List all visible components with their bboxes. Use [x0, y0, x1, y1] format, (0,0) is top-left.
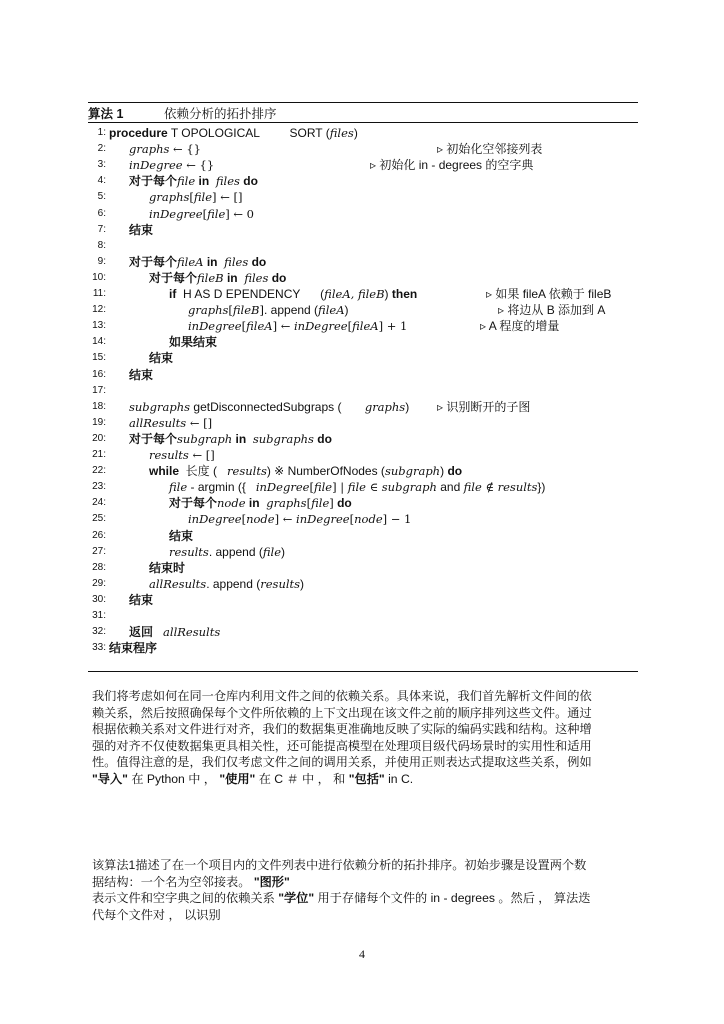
line-code: while 长度 ( results) ※ NumberOfNodes (subgraph) do: [149, 464, 463, 479]
paragraph-line: 据结构：一个名为空邻接表。 "图形": [92, 874, 290, 889]
line-code: subgraphs getDisconnectedSubgraps ( graphs): [129, 399, 410, 414]
line-comment: ▹ 如果 fileA 依赖于 fileB: [486, 287, 612, 301]
line-number: 28:: [92, 561, 106, 573]
paragraph-line: 我们将考虑如何在同一仓库内利用文件之间的依赖关系。具体来说，我们首先解析文件间的依: [92, 689, 592, 703]
line-code: 结束: [129, 367, 154, 382]
line-number: 13:: [92, 320, 106, 332]
algorithm-label: 算法 1: [88, 107, 124, 121]
line-number: 26:: [92, 529, 106, 541]
algorithm-line: [88, 592, 638, 608]
algorithm-line: [88, 528, 638, 544]
line-number: 22:: [92, 465, 106, 477]
line-code: 对于每个subgraph in subgraphs do: [129, 431, 332, 446]
paragraph-line: 强的对齐不仅使数据集更具相关性，还可能提高模型在处理项目级代码场景时的实用性和适用: [92, 738, 592, 753]
page-number: 4: [359, 947, 365, 961]
line-code: 返回 allResults: [129, 625, 221, 640]
line-code: graphs[fileB]. append (fileA): [188, 303, 349, 318]
line-code: inDegree[file] ← 0: [149, 206, 254, 221]
line-code: file - argmin ({ inDegree[file] | file ∈ subgraph and file ∉ results}): [169, 480, 546, 495]
line-number: 27:: [92, 545, 106, 557]
line-number: 24:: [92, 497, 106, 509]
line-number: 6:: [97, 207, 106, 219]
line-number: 32:: [92, 626, 106, 638]
line-number: 3:: [97, 159, 106, 171]
line-code: if H AS D EPENDENCY (fileA, fileB) then: [169, 287, 418, 301]
paragraph-line: 性。值得注意的是，我们仅考虑文件之间的调用关系，并使用正则表达式提取这些关系，例如: [92, 755, 592, 770]
algorithm-line: [88, 624, 638, 640]
line-number: 16:: [92, 368, 106, 380]
algorithm-line: [88, 334, 638, 350]
line-number: 20:: [92, 432, 106, 444]
algorithm-line: [88, 286, 638, 302]
paragraph-line: 表示文件和空字典之间的依赖关系 "学位" 用于存储每个文件的 in - degrees 。然后 ， 算法迭: [92, 891, 591, 906]
line-number: 9:: [97, 255, 106, 267]
line-code: 结束时: [149, 560, 186, 575]
algorithm-line: [88, 254, 638, 270]
line-number: 18:: [92, 400, 106, 412]
line-comment: ▹ 初始化空邻接列表: [437, 142, 543, 157]
algorithm-line: [88, 576, 638, 592]
line-number: 10:: [92, 271, 106, 283]
line-code: 如果结束: [169, 335, 218, 350]
line-code: results ← []: [149, 448, 215, 462]
paragraph-line: 赖关系，然后按照确保每个文件所依赖的上下文出现在该文件之前的顺序排列这些文件。通过: [92, 705, 592, 720]
line-number: 2:: [97, 143, 106, 155]
line-number: 4:: [97, 175, 106, 187]
line-number: 25:: [92, 513, 106, 525]
paragraph-line: 该算法1描述了在一个项目内的文件列表中进行依赖分析的拓扑排序。初始步骤是设置两个数: [92, 858, 587, 872]
algorithm-line: [88, 431, 638, 447]
line-code: inDegree ← {}: [129, 158, 215, 173]
algorithm-line: [88, 141, 638, 157]
algorithm-line: [88, 383, 638, 399]
line-number: 1:: [97, 127, 106, 138]
line-number: 23:: [92, 481, 106, 493]
line-code: allResults. append (results): [149, 576, 305, 591]
line-number: 12:: [92, 304, 106, 316]
line-code: 结束: [129, 222, 154, 237]
algorithm-bottom-rule: [88, 671, 638, 672]
algorithm-header: [88, 104, 638, 122]
algorithm-line: [88, 560, 638, 576]
line-code: 对于每个node in graphs[file] do: [169, 496, 352, 511]
line-code: allResults ← []: [129, 415, 213, 430]
line-code: graphs[file] ← []: [149, 190, 243, 205]
line-code: graphs ← {}: [129, 142, 201, 157]
algorithm-title: 依赖分析的拓扑排序: [164, 107, 277, 121]
line-number: 14:: [92, 336, 106, 348]
algorithm-line: [88, 222, 638, 238]
algorithm-line: [88, 415, 638, 431]
body-paragraph-1: [92, 688, 636, 788]
algorithm-line: [88, 157, 638, 173]
line-code: 结束: [149, 351, 174, 366]
line-number: 11:: [92, 288, 106, 299]
line-number: 5:: [97, 191, 106, 203]
line-number: 7:: [97, 223, 106, 235]
line-comment: ▹ 初始化 in - degrees 的空字典: [370, 158, 534, 173]
algorithm-line: [88, 302, 638, 318]
algorithm-line: [88, 479, 638, 495]
line-code: procedure T OPOLOGICAL SORT (files): [109, 126, 358, 140]
algorithm-line: [88, 350, 638, 366]
line-code: inDegree[fileA] ← inDegree[fileA] + 1: [188, 319, 408, 334]
algorithm-line: [88, 318, 638, 334]
algorithm-line: [88, 125, 638, 141]
line-code: 结束: [129, 592, 154, 607]
line-code: 对于每个file in files do: [129, 174, 258, 189]
line-number: 15:: [92, 352, 106, 364]
line-comment: ▹ A 程度的增量: [480, 319, 560, 334]
line-code: 对于每个fileB in files do: [149, 270, 287, 285]
line-number: 21:: [92, 449, 106, 460]
line-code: inDegree[node] ← inDegree[node] − 1: [188, 512, 412, 527]
algorithm-line: [88, 206, 638, 222]
line-code: 对于每个fileA in files do: [129, 254, 267, 269]
algorithm-header-rule: [88, 122, 638, 123]
paragraph-line: 根据依赖关系对文件进行对齐，我们的数据集更准确地反映了实际的编码实践和结构。这种增: [92, 722, 592, 737]
line-number: 19:: [92, 416, 106, 428]
line-number: 17:: [92, 384, 106, 396]
algorithm-line: [88, 544, 638, 560]
algorithm-line: [88, 640, 638, 656]
line-number: 31:: [92, 610, 106, 621]
line-comment: ▹ 识别断开的子图: [437, 399, 531, 414]
line-comment: ▹ 将边从 B 添加到 A: [498, 303, 606, 318]
line-number: 33:: [92, 642, 106, 654]
algorithm-line: [88, 608, 638, 624]
algorithm-line: [88, 270, 638, 286]
line-code: 结束: [169, 528, 194, 543]
line-code: results. append (file): [169, 544, 286, 559]
body-paragraph-2: [92, 857, 636, 923]
line-number: 30:: [92, 593, 106, 605]
algorithm-line: [88, 189, 638, 205]
algorithm-line: [88, 463, 638, 479]
line-number: 29:: [92, 577, 106, 589]
algorithm-line: [88, 447, 638, 463]
paragraph-line: "导入" 在 Python 中 ， "使用" 在 C ＃ 中 ， 和 "包括" in C.: [92, 771, 414, 786]
algorithm-line: [88, 238, 638, 254]
paragraph-line: 代每个文件对 ， 以识别: [92, 907, 221, 922]
algorithm-line: [88, 399, 638, 415]
algorithm-line: [88, 511, 638, 527]
algorithm-line: [88, 173, 638, 189]
algorithm-line: [88, 367, 638, 383]
line-code: 结束程序: [109, 641, 158, 656]
algorithm-line: [88, 495, 638, 511]
line-number: 8:: [97, 239, 106, 251]
